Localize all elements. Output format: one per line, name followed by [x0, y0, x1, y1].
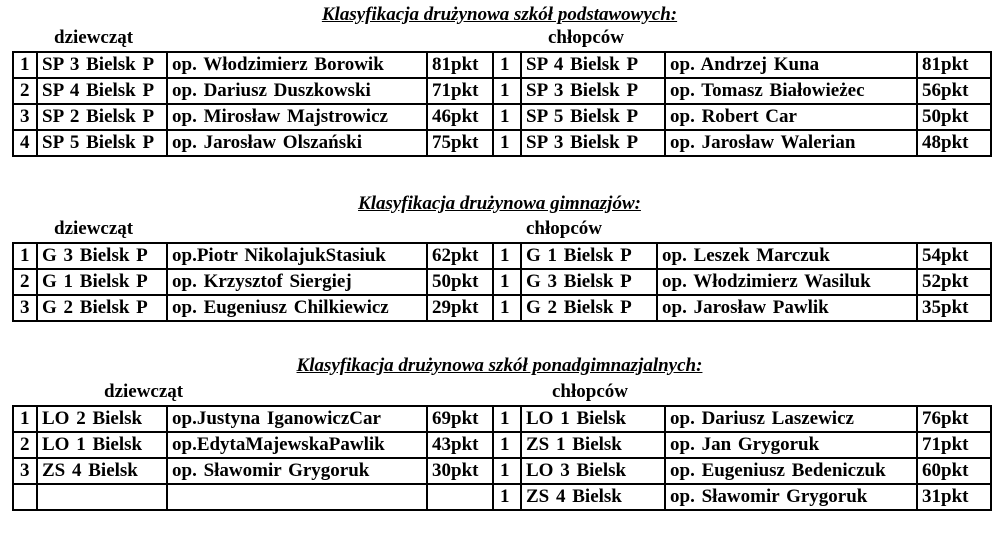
girls-school: SP 3 Bielsk P [37, 52, 167, 78]
boys-place: 1 [493, 484, 521, 510]
table-row [13, 406, 991, 432]
girls-school: ZS 4 Bielsk [37, 458, 167, 484]
section-title-primary: Klasyfikacja drużynowa szkół podstawowych: [321, 4, 678, 25]
girls-coach: op.EdytaMajewskaPawlik [167, 432, 427, 458]
boys-coach: op. Robert Car [665, 104, 917, 130]
boys-place: 1 [493, 406, 521, 432]
boys-label-gymnasium: chłopców [526, 218, 602, 239]
boys-place: 1 [493, 78, 521, 104]
girls-place: 2 [13, 78, 37, 104]
girls-coach: op.Piotr NikolajukStasiuk [167, 243, 427, 269]
boys-place: 1 [493, 104, 521, 130]
girls-label-gymnasium: dziewcząt [54, 218, 134, 239]
girls-school: LO 2 Bielsk [37, 406, 167, 432]
table-row [13, 484, 991, 510]
girls-school [37, 484, 167, 510]
boys-school: ZS 1 Bielsk [521, 432, 665, 458]
girls-school: SP 5 Bielsk P [37, 130, 167, 156]
girls-coach: op. Mirosław Majstrowicz [167, 104, 427, 130]
girls-coach: op. Krzysztof Siergiej [167, 269, 427, 295]
boys-points: 52pkt [917, 269, 991, 295]
girls-coach [167, 484, 427, 510]
girls-place: 3 [13, 295, 37, 321]
girls-school: G 3 Bielsk P [37, 243, 167, 269]
boys-school: LO 3 Bielsk [521, 458, 665, 484]
boys-place: 1 [493, 52, 521, 78]
boys-school: G 2 Bielsk P [521, 295, 657, 321]
table-row [13, 269, 991, 295]
girls-points: 71pkt [427, 78, 493, 104]
table-row [13, 295, 991, 321]
boys-coach: op. Andrzej Kuna [665, 52, 917, 78]
girls-points [427, 484, 493, 510]
table-row [13, 130, 991, 156]
table-row [13, 432, 991, 458]
boys-coach: op. Leszek Marczuk [657, 243, 917, 269]
girls-place: 3 [13, 104, 37, 130]
girls-school: LO 1 Bielsk [37, 432, 167, 458]
boys-school: LO 1 Bielsk [521, 406, 665, 432]
boys-place: 1 [493, 295, 521, 321]
boys-coach: op. Eugeniusz Bedeniczuk [665, 458, 917, 484]
girls-place: 3 [13, 458, 37, 484]
girls-points: 29pkt [427, 295, 493, 321]
girls-school: SP 4 Bielsk P [37, 78, 167, 104]
boys-points: 81pkt [917, 52, 991, 78]
boys-points: 71pkt [917, 432, 991, 458]
boys-points: 54pkt [917, 243, 991, 269]
boys-coach: op. Jarosław Walerian [665, 130, 917, 156]
boys-points: 50pkt [917, 104, 991, 130]
boys-coach: op. Jarosław Pawlik [657, 295, 917, 321]
table-row [13, 52, 991, 78]
boys-school: SP 3 Bielsk P [521, 130, 665, 156]
boys-coach: op. Jan Grygoruk [665, 432, 917, 458]
boys-label-secondary: chłopców [552, 381, 628, 402]
results-table-primary [12, 51, 992, 157]
table-row [13, 78, 991, 104]
boys-school: G 3 Bielsk P [521, 269, 657, 295]
boys-points: 35pkt [917, 295, 991, 321]
girls-points: 62pkt [427, 243, 493, 269]
girls-points: 43pkt [427, 432, 493, 458]
boys-coach: op. Tomasz Białowieżec [665, 78, 917, 104]
boys-place: 1 [493, 269, 521, 295]
girls-points: 69pkt [427, 406, 493, 432]
boys-school: G 1 Bielsk P [521, 243, 657, 269]
girls-coach: op.Justyna IganowiczCar [167, 406, 427, 432]
boys-coach: op. Sławomir Grygoruk [665, 484, 917, 510]
boys-place: 1 [493, 130, 521, 156]
girls-school: G 2 Bielsk P [37, 295, 167, 321]
girls-place: 1 [13, 406, 37, 432]
girls-coach: op. Jarosław Olszański [167, 130, 427, 156]
girls-place: 1 [13, 52, 37, 78]
girls-label-secondary: dziewcząt [104, 381, 184, 402]
table-row [13, 104, 991, 130]
results-table-secondary [12, 405, 992, 511]
girls-coach: op. Włodzimierz Borowik [167, 52, 427, 78]
boys-label-primary: chłopców [548, 27, 624, 48]
girls-points: 50pkt [427, 269, 493, 295]
girls-place: 2 [13, 432, 37, 458]
girls-coach: op. Dariusz Duszkowski [167, 78, 427, 104]
boys-points: 60pkt [917, 458, 991, 484]
boys-points: 48pkt [917, 130, 991, 156]
boys-coach: op. Dariusz Laszewicz [665, 406, 917, 432]
boys-school: SP 4 Bielsk P [521, 52, 665, 78]
girls-school: G 1 Bielsk P [37, 269, 167, 295]
boys-points: 56pkt [917, 78, 991, 104]
boys-coach: op. Włodzimierz Wasiluk [657, 269, 917, 295]
girls-place: 1 [13, 243, 37, 269]
table-row [13, 458, 991, 484]
girls-place: 2 [13, 269, 37, 295]
boys-place: 1 [493, 458, 521, 484]
girls-place: 4 [13, 130, 37, 156]
boys-school: ZS 4 Bielsk [521, 484, 665, 510]
boys-points: 31pkt [917, 484, 991, 510]
girls-place [13, 484, 37, 510]
girls-points: 75pkt [427, 130, 493, 156]
girls-points: 30pkt [427, 458, 493, 484]
girls-coach: op. Sławomir Grygoruk [167, 458, 427, 484]
boys-points: 76pkt [917, 406, 991, 432]
section-title-secondary: Klasyfikacja drużynowa szkół ponadgimnazjalnych: [296, 355, 703, 376]
boys-place: 1 [493, 243, 521, 269]
girls-school: SP 2 Bielsk P [37, 104, 167, 130]
table-row [13, 243, 991, 269]
girls-points: 81pkt [427, 52, 493, 78]
boys-school: SP 5 Bielsk P [521, 104, 665, 130]
section-title-gymnasium: Klasyfikacja drużynowa gimnazjów: [358, 193, 641, 214]
boys-school: SP 3 Bielsk P [521, 78, 665, 104]
girls-points: 46pkt [427, 104, 493, 130]
boys-place: 1 [493, 432, 521, 458]
girls-coach: op. Eugeniusz Chilkiewicz [167, 295, 427, 321]
results-table-gymnasium [12, 242, 992, 322]
girls-label-primary: dziewcząt [54, 27, 134, 48]
